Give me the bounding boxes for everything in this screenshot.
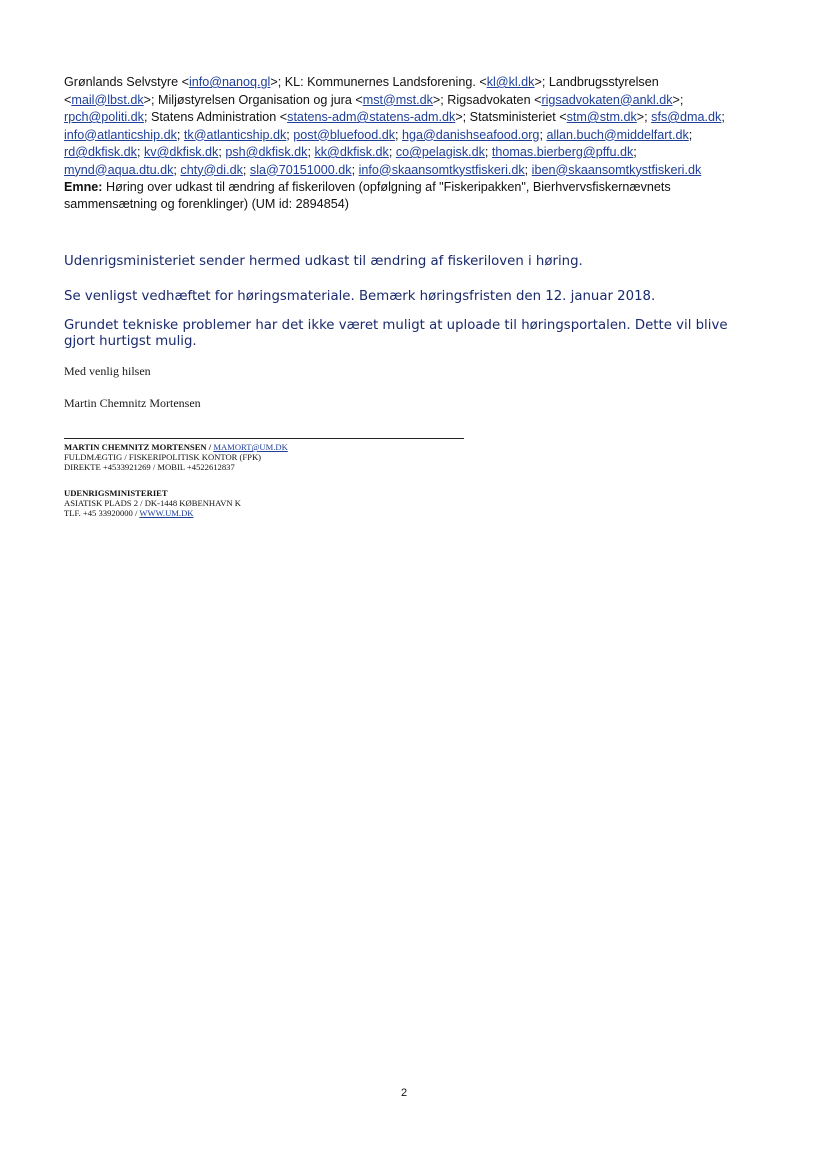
email-link[interactable]: sla@70151000.dk — [249, 162, 352, 177]
signature-divider — [64, 438, 464, 439]
email-link[interactable]: mail@lbst.dk — [71, 92, 144, 107]
subject-line — [64, 179, 744, 213]
email-link[interactable]: info@atlanticship.dk — [64, 127, 177, 142]
email-link[interactable]: tk@atlanticship.dk — [183, 127, 287, 142]
email-link[interactable]: statens-adm@statens-adm.dk — [287, 110, 456, 124]
signature-tel: TLF. +45 33920000 / — [64, 508, 140, 519]
signature-person — [64, 442, 288, 473]
email-link[interactable]: iben@skaansomtkystfiskeri.dk — [531, 162, 702, 177]
email-link[interactable]: post@bluefood.dk — [293, 127, 396, 142]
recipient-separator: ; — [395, 127, 403, 142]
recipient-text: >; KL: Kommunernes Landsforening. < — [270, 75, 487, 89]
recipient-separator: ; — [136, 145, 144, 159]
recipient-list — [64, 74, 744, 213]
email-link[interactable]: kl@kl.dk — [486, 75, 535, 89]
signature-name: MARTIN CHEMNITZ MORTENSEN / — [64, 442, 214, 452]
recipient-text: Grønlands Selvstyre < — [64, 75, 189, 89]
signature-title: FULDMÆGTIG / FISKERIPOLITISK KONTOR (FPK) — [64, 452, 262, 463]
recipient-text: >; — [672, 92, 684, 107]
recipient-separator: ; — [176, 127, 184, 142]
recipient-separator: ; — [286, 127, 294, 142]
email-link[interactable]: psh@dkfisk.dk — [225, 145, 308, 159]
recipient-text: >; — [636, 110, 648, 124]
recipient-text: >; Landbrugsstyrelsen < — [64, 75, 659, 107]
signature-phones: DIREKTE +4533921269 / MOBIL +4522612837 — [64, 462, 235, 473]
recipient-separator: ; — [388, 145, 396, 159]
closing-name: Martin Chemnitz Mortensen — [64, 396, 201, 410]
email-link[interactable]: rpch@politi.dk — [64, 110, 144, 124]
recipient-separator: ; — [484, 145, 492, 159]
email-link[interactable]: info@skaansomtkystfiskeri.dk — [358, 162, 525, 177]
recipient-separator: ; — [688, 127, 693, 142]
email-link[interactable]: co@pelagisk.dk — [395, 145, 485, 159]
signature-org: UDENRIGSMINISTERIET — [64, 488, 168, 498]
recipient-text: >; Statsministeriet < — [455, 110, 567, 124]
signature-organization — [64, 488, 241, 519]
recipient-separator: ; — [218, 145, 226, 159]
signature-web-link[interactable]: WWW.UM.DK — [139, 508, 194, 519]
recipient-separator: ; — [307, 145, 315, 159]
subject-text: Høring over udkast til ændring af fiskeriloven (opfølgning af "Fiskeripakken", Bierhvervsfiskernævnets sammensætning og forenklinger) (UM id: 2894854) — [64, 180, 671, 211]
email-link[interactable]: kk@dkfisk.dk — [314, 145, 389, 159]
email-link[interactable]: kv@dkfisk.dk — [143, 145, 219, 159]
email-link[interactable]: mst@mst.dk — [362, 92, 433, 107]
signature-email-link[interactable]: MAMORT@UM.DK — [213, 442, 288, 452]
email-link[interactable]: chty@di.dk — [180, 162, 243, 177]
recipient-separator: ; — [721, 110, 725, 124]
recipient-separator: ; — [351, 162, 359, 177]
body-paragraph-3: Grundet tekniske problemer har det ikke været muligt at uploade til høringsportalen. Dette vil blive gjort hurtigst mulig. — [64, 318, 728, 349]
recipient-separator: ; — [524, 162, 532, 177]
email-link[interactable]: sfs@dma.dk — [651, 110, 722, 124]
email-link[interactable]: thomas.bierberg@pffu.dk — [491, 145, 634, 159]
recipient-separator: ; — [242, 162, 250, 177]
email-link[interactable]: hga@danishseafood.org — [402, 127, 540, 142]
body-paragraph-1: Udenrigsministeriet sender hermed udkast til ændring af fiskeriloven i høring. — [64, 254, 583, 269]
email-link[interactable]: stm@stm.dk — [566, 110, 637, 124]
subject-label: Emne: — [64, 180, 103, 194]
email-link[interactable]: rd@dkfisk.dk — [64, 145, 137, 159]
email-link[interactable]: info@nanoq.gl — [188, 75, 271, 89]
recipient-text: >; Miljøstyrelsen Organisation og jura < — [143, 92, 363, 107]
email-link[interactable]: allan.buch@middelfart.dk — [546, 127, 689, 142]
body-paragraph-2: Se venligst vedhæftet for høringsmateriale. Bemærk høringsfristen den 12. januar 2018. — [64, 289, 656, 304]
page-number: 2 — [400, 1087, 408, 1099]
email-link[interactable]: mynd@aqua.dtu.dk — [64, 162, 174, 177]
recipient-separator: ; — [633, 145, 637, 159]
closing-greeting: Med venlig hilsen — [64, 364, 151, 378]
recipient-text: ; Statens Administration < — [143, 110, 288, 124]
email-link[interactable]: rigsadvokaten@ankl.dk — [541, 92, 673, 107]
signature-address: ASIATISK PLADS 2 / DK-1448 KØBENHAVN K — [64, 498, 241, 509]
recipient-text: >; Rigsadvokaten < — [432, 92, 542, 107]
recipient-separator: ; — [173, 162, 181, 177]
recipient-separator: ; — [539, 127, 547, 142]
